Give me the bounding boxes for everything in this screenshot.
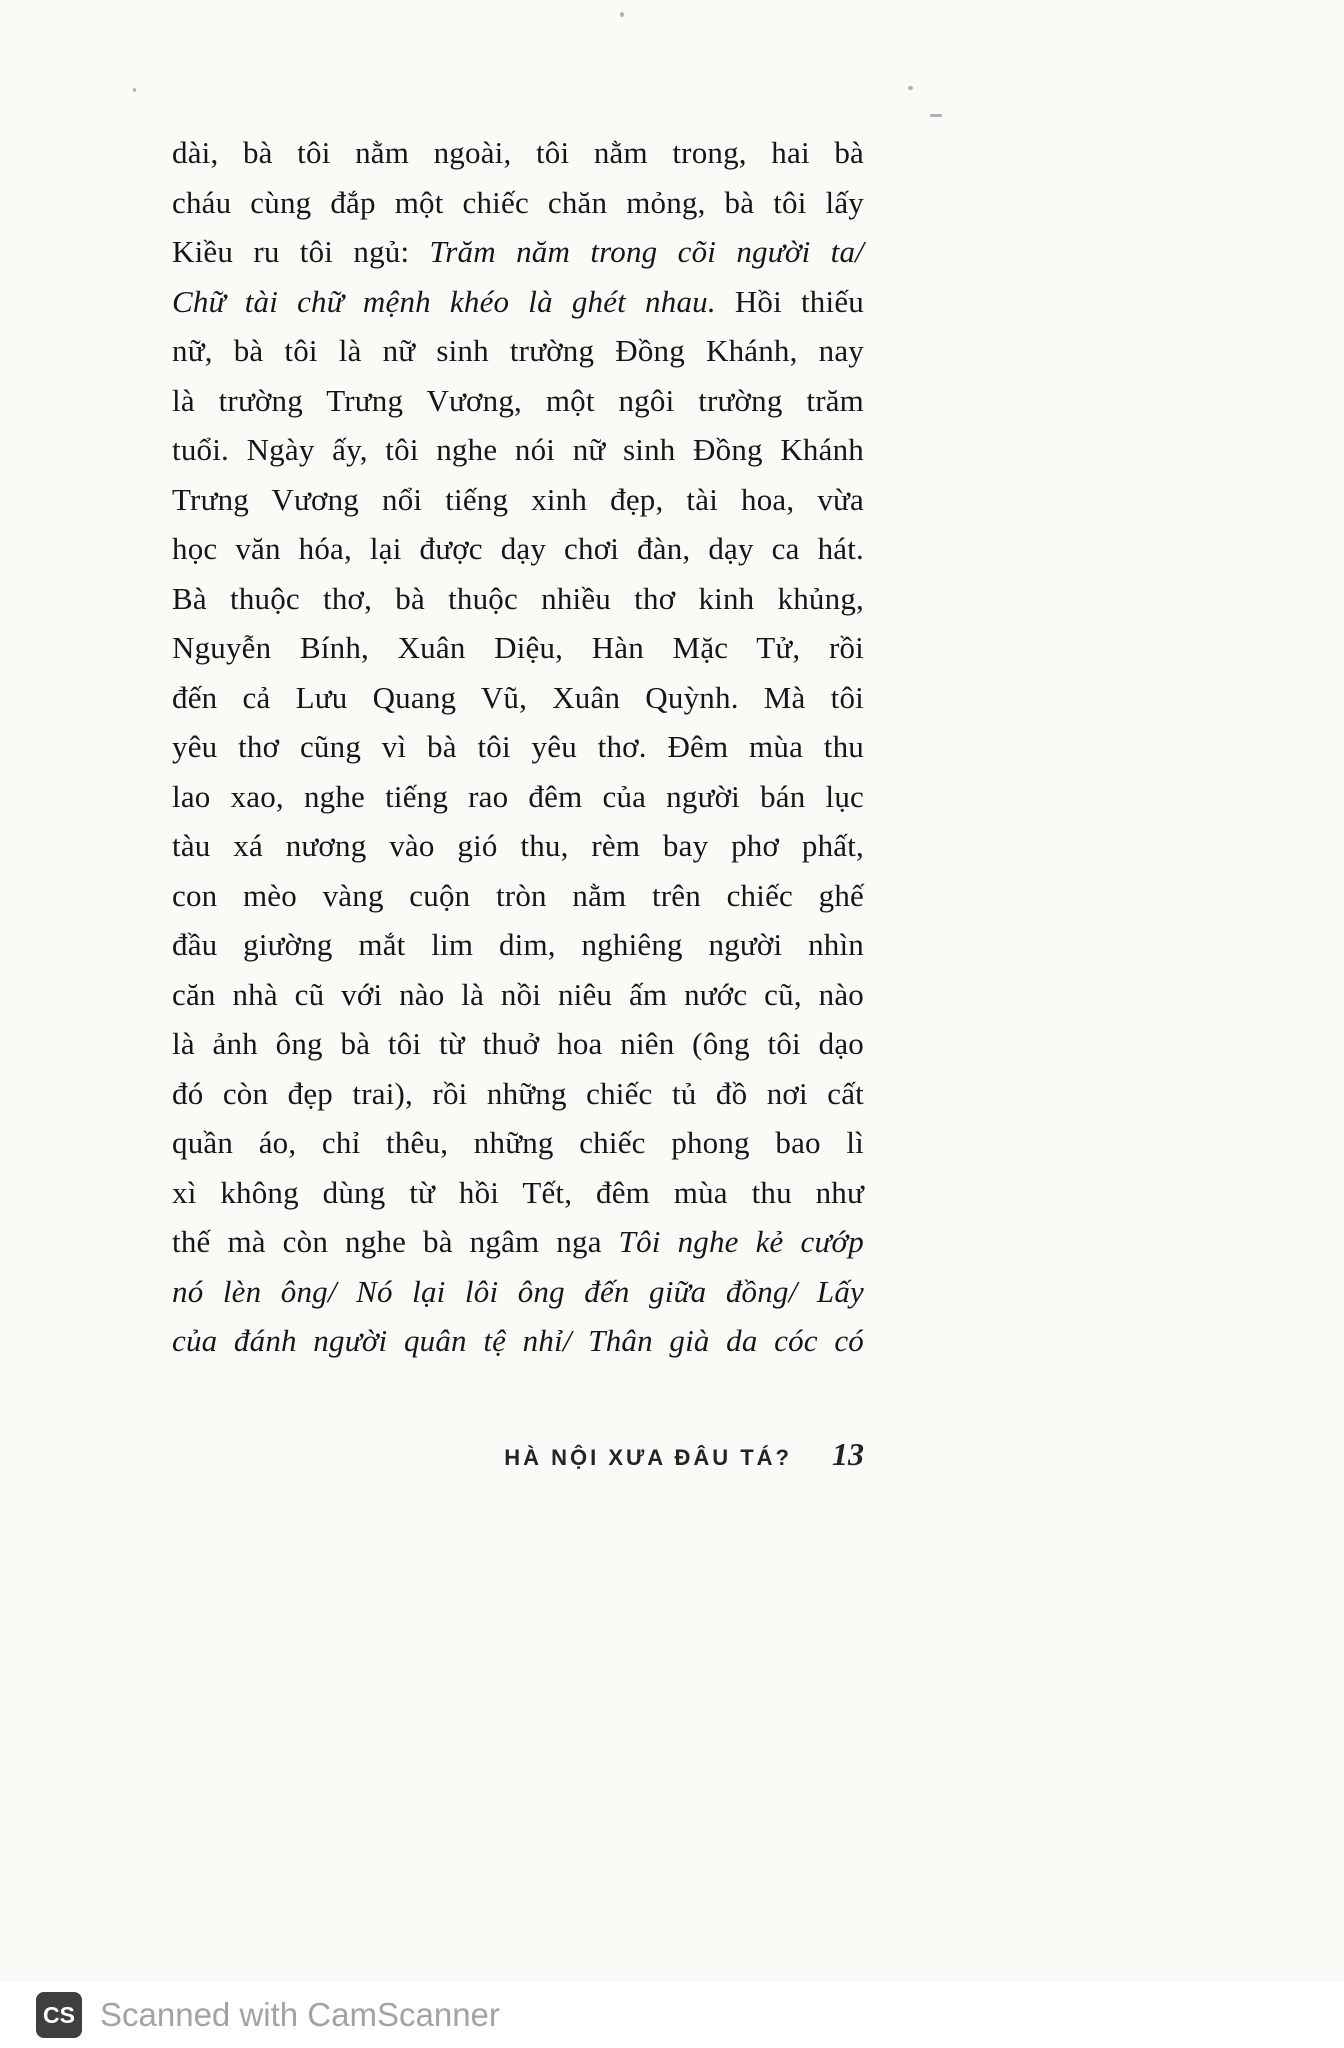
text-segment: lao xao, nghe tiếng rao đêm của người bán lục: [172, 778, 864, 814]
scan-artifact: [908, 86, 913, 90]
text-line: [172, 178, 864, 228]
poem-quote-segment: nó lèn ông/ Nó lại lôi ông đến giữa đồng/ Lấy: [172, 1273, 864, 1309]
text-line: [172, 524, 864, 574]
text-line: [172, 821, 864, 871]
text-line: [172, 277, 864, 327]
scan-artifact: [930, 114, 942, 117]
text-segment: đến cả Lưu Quang Vũ, Xuân Quỳnh. Mà tôi: [172, 679, 864, 715]
text-segment: nữ, bà tôi là nữ sinh trường Đồng Khánh, nay: [172, 333, 864, 368]
poem-quote-segment: của đánh người quân tệ nhỉ/ Thân già da cóc có: [172, 1323, 864, 1358]
text-segment: quần áo, chỉ thêu, những chiếc phong bao lì: [172, 1125, 864, 1160]
text-segment: căn nhà cũ với nào là nồi niêu ấm nước cũ, nào: [172, 976, 864, 1012]
text-segment: con mèo vàng cuộn tròn nằm trên chiếc ghế: [172, 877, 864, 913]
text-line: [172, 574, 864, 624]
text-segment: Trưng Vương nổi tiếng xinh đẹp, tài hoa, vừa: [172, 481, 864, 517]
text-line: [172, 920, 864, 970]
text-line: [172, 673, 864, 723]
text-segment: Nguyễn Bính, Xuân Diệu, Hàn Mặc Tử, rồi: [172, 630, 864, 665]
text-line: [172, 1019, 864, 1069]
text-segment: là trường Trưng Vương, một ngôi trường trăm: [172, 382, 864, 418]
text-segment: học văn hóa, lại được dạy chơi đàn, dạy ca hát.: [172, 531, 864, 566]
text-segment: là ảnh ông bà tôi từ thuở hoa niên (ông tôi dạo: [172, 1026, 864, 1061]
text-segment: thế mà còn nghe bà ngâm nga: [172, 1224, 619, 1259]
camscanner-watermark-label: Scanned with CamScanner: [100, 1996, 500, 2033]
poem-quote-segment: Chữ tài chữ mệnh khéo là ghét nhau.: [172, 283, 716, 319]
text-line: [172, 1168, 864, 1218]
text-line: [172, 227, 864, 277]
text-line: [172, 475, 864, 525]
text-segment: đầu giường mắt lim dim, nghiêng người nhìn: [172, 927, 864, 962]
text-line: [172, 425, 864, 475]
text-line: [172, 970, 864, 1020]
running-title: HÀ NỘI XƯA ĐÂU TÁ?: [504, 1445, 792, 1470]
text-segment: yêu thơ cũng vì bà tôi yêu thơ. Đêm mùa thu: [172, 729, 864, 764]
text-line: [172, 376, 864, 426]
text-line: [172, 1217, 864, 1267]
text-segment: Hồi thiếu: [715, 283, 864, 319]
text-line: [172, 128, 864, 178]
text-line: [172, 623, 864, 673]
text-line: [172, 722, 864, 772]
camscanner-bar: [0, 1982, 1344, 2048]
text-segment: tuổi. Ngày ấy, tôi nghe nói nữ sinh Đồng Khánh: [172, 432, 864, 467]
page-number: 13: [832, 1436, 864, 1472]
text-line: [172, 871, 864, 921]
body-text: [172, 128, 864, 1366]
text-segment: xì không dùng từ hồi Tết, đêm mùa thu như: [172, 1174, 864, 1210]
text-line: [172, 1267, 864, 1317]
text-segment: dài, bà tôi nằm ngoài, tôi nằm trong, hai bà: [172, 135, 864, 170]
text-line: [172, 1118, 864, 1168]
text-segment: cháu cùng đắp một chiếc chăn mỏng, bà tôi lấy: [172, 184, 864, 220]
text-line: [172, 1069, 864, 1119]
scan-artifact: [620, 12, 624, 17]
text-segment: tàu xá nương vào gió thu, rèm bay phơ phất,: [172, 828, 864, 863]
page-footer: [172, 1436, 864, 1473]
text-segment: đó còn đẹp trai), rồi những chiếc tủ đồ nơi cất: [172, 1075, 864, 1111]
camscanner-logo-icon: CS: [36, 1992, 82, 2038]
scan-artifact: [133, 88, 136, 92]
text-line: [172, 1316, 864, 1366]
text-line: [172, 772, 864, 822]
text-line: [172, 326, 864, 376]
poem-quote-segment: Tôi nghe kẻ cướp: [618, 1224, 864, 1259]
text-segment: Bà thuộc thơ, bà thuộc nhiều thơ kinh khủng,: [172, 580, 864, 616]
poem-quote-segment: Trăm năm trong cõi người ta/: [429, 234, 864, 269]
text-segment: Kiều ru tôi ngủ:: [172, 234, 430, 269]
